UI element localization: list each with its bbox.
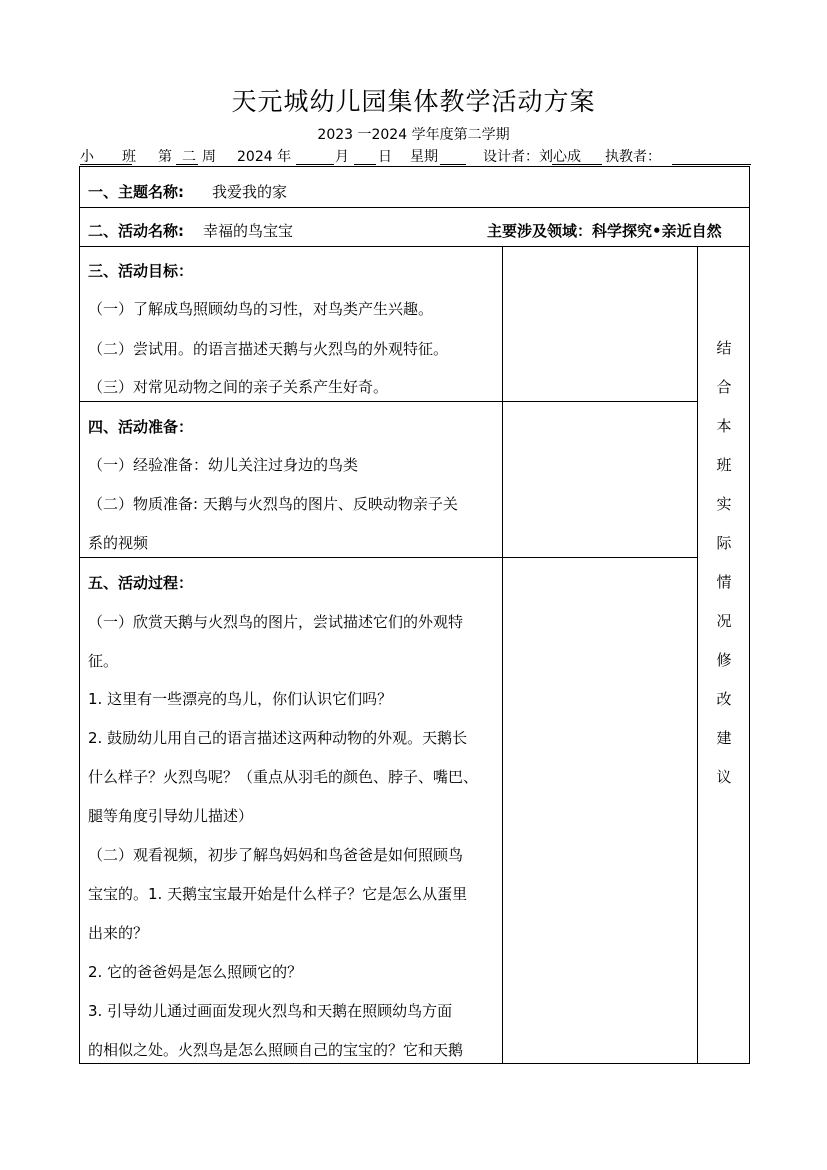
theme-label: 一、主题名称: <box>88 183 184 201</box>
week-underline <box>176 164 198 165</box>
process-line: 出来的？ <box>88 924 149 942</box>
side-note-char: 际 <box>716 534 732 552</box>
side-note-char: 修 <box>716 651 732 669</box>
month-text: 月 <box>335 149 349 165</box>
month-underline <box>296 164 334 165</box>
column-divider <box>502 246 503 1064</box>
page-title: 天元城幼儿园集体教学活动方案 <box>231 87 596 116</box>
row-divider <box>79 246 750 247</box>
goals-heading: 三、活动目标： <box>88 262 194 280</box>
teacher-text: 执教者： <box>605 149 661 165</box>
side-note-char: 实 <box>716 495 732 513</box>
side-note-char: 班 <box>716 456 732 474</box>
process-line: （一）欣赏天鹅与火烈鸟的图片，尝试描述它们的外观特 <box>88 613 464 631</box>
row-divider <box>79 557 698 558</box>
weekday-underline <box>440 164 466 165</box>
day-underline <box>354 164 376 165</box>
weekday-text: 星期 <box>410 149 438 165</box>
domain-label: 主要涉及领域：科学探究•亲近自然 <box>487 222 722 240</box>
week-prefix: 第 <box>158 149 172 165</box>
row-divider <box>79 401 698 402</box>
prep-heading: 四、活动准备： <box>88 418 194 436</box>
week-value: 二 <box>182 149 196 165</box>
side-note-char: 结 <box>716 339 732 357</box>
process-line: 腿等角度引导幼儿描述） <box>88 807 254 825</box>
designer-underline <box>552 164 602 165</box>
side-note-char: 改 <box>716 690 732 708</box>
goal-item: （一）了解成鸟照顾幼鸟的习性，对鸟类产生兴趣。 <box>88 300 434 318</box>
process-line: （二）观看视频，初步了解鸟妈妈和鸟爸爸是如何照顾鸟 <box>88 846 464 864</box>
process-heading: 五、活动过程： <box>88 574 194 592</box>
day-text: 日 <box>378 149 392 165</box>
process-line: 3. 引导幼儿通过画面发现火烈鸟和天鹅在照顾幼鸟方面 <box>88 1002 453 1020</box>
class-suffix: 班 <box>122 149 136 165</box>
designer-text: 设计者：刘心成 <box>483 149 581 165</box>
side-note-char: 况 <box>716 612 732 630</box>
process-line: 什么样子？火烈鸟呢？（重点从羽毛的颜色、脖子、嘴巴、 <box>88 768 479 786</box>
prep-line: 系的视频 <box>88 534 149 552</box>
prep-line: （一）经验准备：幼儿关注过身边的鸟类 <box>88 456 359 474</box>
goal-item: （二）尝试用。的语言描述天鹅与火烈鸟的外观特征。 <box>88 340 449 358</box>
side-note-char: 建 <box>716 729 732 747</box>
process-line: 2. 鼓励幼儿用自己的语言描述这两种动物的外观。天鹅长 <box>88 729 468 747</box>
side-note-char: 本 <box>716 417 732 435</box>
teacher-underline <box>672 164 751 165</box>
side-note-char: 议 <box>716 768 732 786</box>
prep-line: （二）物质准备: 天鹅与火烈鸟的图片、反映动物亲子关 <box>88 495 458 513</box>
week-suffix: 周 <box>202 149 216 165</box>
process-line: 宝宝的。1. 天鹅宝宝最开始是什么样子？它是怎么从蛋里 <box>88 885 468 903</box>
process-line: 1. 这里有一些漂亮的鸟儿，你们认识它们吗？ <box>88 690 393 708</box>
process-line: 的相似之处。火烈鸟是怎么照顾自己的宝宝的？它和天鹅 <box>88 1041 464 1059</box>
row-divider <box>79 207 750 208</box>
info-line <box>80 146 751 166</box>
activity-value: 幸福的鸟宝宝 <box>203 222 294 240</box>
class-label: 小 <box>80 149 94 165</box>
activity-label: 二、活动名称: <box>88 222 184 240</box>
process-line: 2. 它的爸爸妈是怎么照顾它的？ <box>88 963 303 981</box>
term-subtitle: 2023 一2024 学年度第二学期 <box>317 127 510 143</box>
side-note-char: 情 <box>716 573 732 591</box>
year-text: 2024 年 <box>237 149 292 165</box>
process-line: 征。 <box>88 652 119 670</box>
side-note <box>698 335 750 803</box>
goal-item: （三）对常见动物之间的亲子关系产生好奇。 <box>88 378 389 396</box>
theme-value: 我爱我的家 <box>212 183 288 201</box>
side-note-char: 合 <box>716 378 732 396</box>
